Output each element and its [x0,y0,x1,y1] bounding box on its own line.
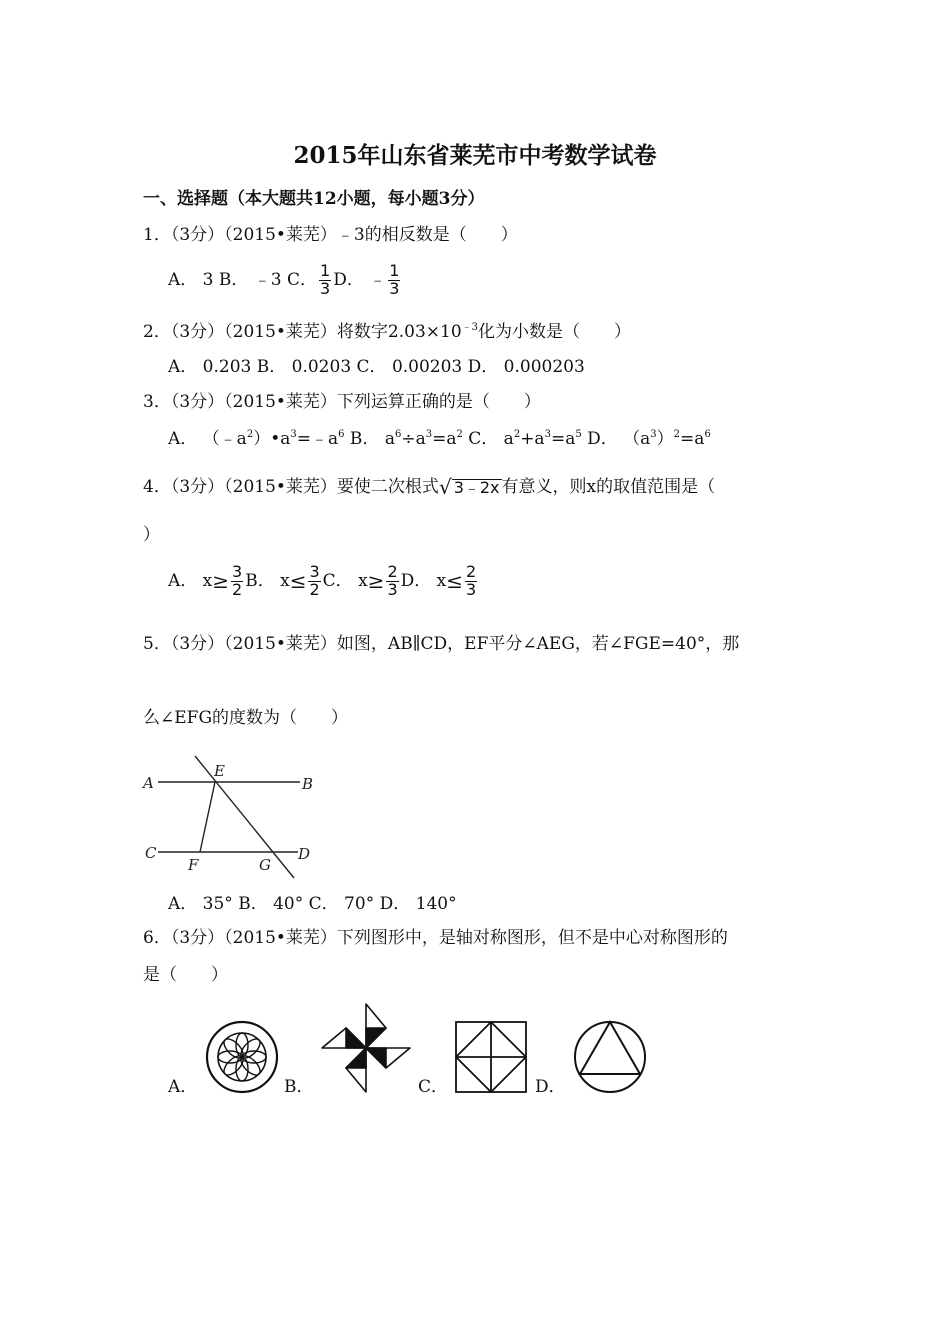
le-symbol: ≤ [446,569,464,594]
label-c: C [145,844,157,862]
q3-a-text: A． （﹣a [168,429,247,449]
q3-d-text: ） [656,429,674,449]
q5-geometry-figure [138,752,328,882]
fraction-denominator: 3 [320,278,331,298]
line-eg [195,756,294,878]
q1-options-ab: A． 3 B． ﹣3 C． [168,269,318,290]
q4-c-text: C． x [322,570,368,591]
sqrt-icon: √ [438,475,452,499]
exponent: 6 [394,429,402,440]
q1-option-c-fraction [319,263,331,298]
fraction-denominator: 2 [309,579,320,599]
label-b: B [302,775,314,793]
exponent: 6 [704,429,711,440]
q3-a-text: =﹣a [296,429,339,449]
q5-stem-line1: 5．（3分）（2015•莱芜）如图，AB∥CD，EF平分∠AEG，若∠FGE=40°，那 [143,634,740,654]
exponent: 2 [456,429,463,440]
q3-c-text: C． a [462,429,514,449]
q6-stem-line2: 是（ ） [143,965,228,985]
q3-c-text: +a [520,429,545,449]
pinwheel-figure [318,1000,414,1096]
q3-b-text: ÷a [401,429,426,449]
q3-b-text: B． a [344,429,395,449]
exponent: 2 [673,429,681,440]
exponent: 2 [513,429,521,440]
q3-d-text: =a [680,429,705,449]
q1-option-d: D． ﹣ [333,269,387,290]
q3-stem: 3．（3分）（2015•莱芜）下列运算正确的是（ ） [143,392,541,412]
q1-options [168,263,402,298]
line-ef [200,782,215,852]
exponent: 5 [575,429,582,440]
q4-b-text: B． x [245,570,290,591]
fraction-numerator: 1 [389,261,400,280]
fraction-denominator: 3 [387,579,398,599]
q4-stem [143,477,715,497]
q4-radicand: 3﹣2x [453,477,500,497]
q3-a-text: ）•a [253,429,291,449]
ge-symbol: ≥ [212,569,230,594]
q4-c-fraction [386,564,398,599]
q3-b-text: =a [432,429,457,449]
q5-stem-line2: 么∠EFG的度数为（ ） [143,708,349,728]
q2-stem-text-end: 化为小数是（ ） [478,322,632,342]
q4-d-text: D． x [400,570,447,591]
q5-options: A． 35° B． 40° C． 70° D． 140° [168,894,457,914]
label-d: D [298,845,311,863]
q4-stem-text: 4．（3分）（2015•莱芜）要使二次根式 [143,476,439,497]
q2-options: A． 0.203 B． 0.0203 C． 0.00203 D． 0.000203 [168,357,585,377]
ge-symbol: ≥ [367,569,385,594]
circle-triangle-figure [570,1018,650,1096]
label-f: F [188,856,199,874]
q6-stem-line1: 6．（3分）（2015•莱芜）下列图形中，是轴对称图形，但不是中心对称图形的 [143,928,728,948]
q4-a-fraction [231,564,243,599]
exponent: 2 [246,429,254,440]
exponent: 3 [290,429,297,440]
q3-c-text: =a [550,429,576,449]
q6-option-c-label: C． [418,1077,449,1097]
fraction-numerator: 2 [387,562,398,581]
q6-option-b-label: B． [284,1077,314,1097]
q2-stem [143,323,631,341]
label-g: G [259,856,271,874]
q4-stem-close: ） [143,525,160,545]
q4-options [168,564,479,599]
q1-stem: 1．（3分）（2015•莱芜）﹣3的相反数是（ ） [143,225,518,245]
fraction-denominator: 3 [466,579,477,599]
q6-option-d-label: D． [535,1077,566,1097]
q4-stem-text-end: 有意义，则x的取值范围是（ [501,476,716,497]
exponent: 6 [338,429,345,440]
q4-d-fraction [465,564,477,599]
q1-option-d-fraction [388,263,400,298]
q6-option-a-label: A． [168,1077,198,1097]
page-title: 2015年山东省莱芜市中考数学试卷 [293,142,657,169]
flower-circle-figure [203,1018,281,1096]
exponent: 3 [544,429,551,440]
exponent: 3 [425,429,433,440]
fraction-numerator: 3 [232,562,243,581]
fraction-denominator: 2 [232,579,243,599]
fraction-numerator: 3 [309,562,320,581]
q4-a-text: A． x [168,570,213,591]
fraction-numerator: 2 [466,562,477,581]
fraction-numerator: 1 [320,261,331,280]
q2-exponent: ﹣3 [461,322,479,333]
square-pattern-figure [452,1018,530,1096]
fraction-denominator: 3 [389,278,400,298]
q4-b-fraction [308,564,320,599]
section-heading: 一、选择题（本大题共12小题，每小题3分） [143,189,485,209]
q3-options [168,430,711,448]
exponent: 3 [650,429,657,440]
le-symbol: ≤ [289,569,307,594]
label-e: E [214,762,225,780]
q3-d-text: D． （a [581,429,651,449]
q2-stem-text: 2．（3分）（2015•莱芜）将数字2.03×10 [143,322,462,342]
label-a: A [143,774,154,792]
